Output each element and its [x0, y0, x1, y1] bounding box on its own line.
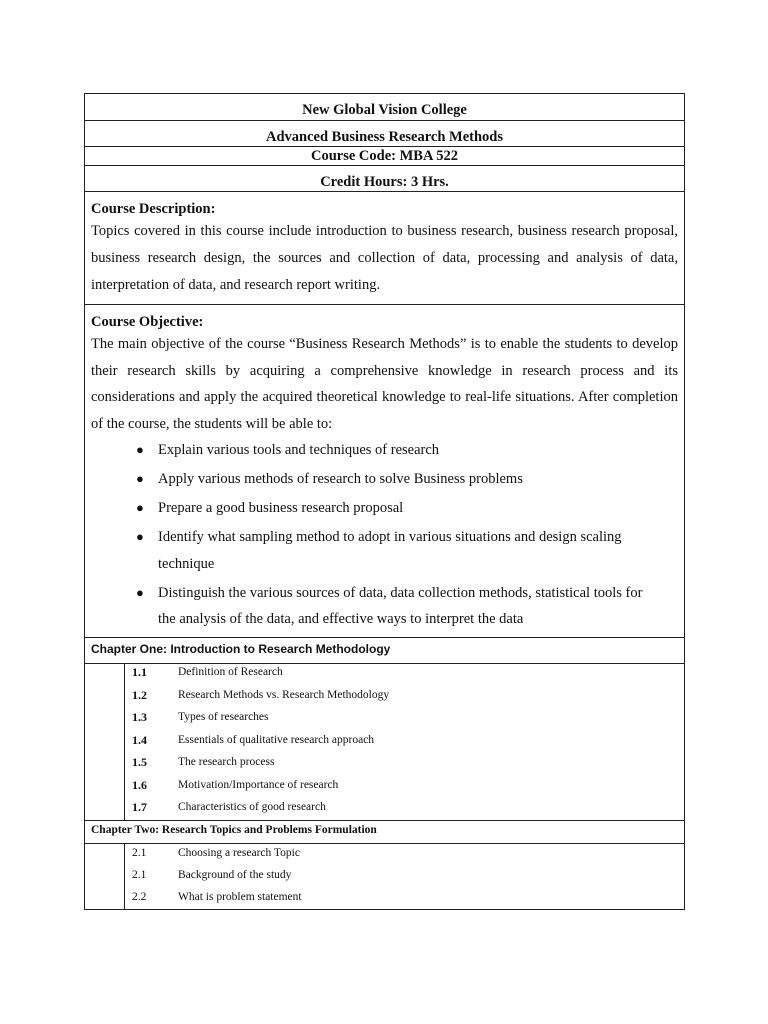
objective-list: [91, 437, 678, 633]
course-description-heading: Course Description:: [91, 201, 216, 217]
topic-row: [125, 710, 684, 733]
course-objective-heading: Course Objective:: [91, 314, 204, 330]
topic-row: [125, 733, 684, 756]
chapter-one-title: Chapter One: Introduction to Research Methodology: [91, 642, 391, 656]
course-objective-section: [85, 305, 684, 638]
bullet-icon: ●: [136, 500, 144, 515]
topic-list: [125, 844, 684, 909]
objective-item: [133, 466, 678, 493]
topic-number: 1.1: [132, 665, 147, 679]
topic-title: Research Methods vs. Research Methodology: [178, 688, 390, 701]
chapter-one-topics: [85, 664, 684, 821]
topic-number: 1.7: [132, 800, 147, 814]
topic-number: 2.1: [132, 847, 147, 859]
chapter-one-header: [85, 638, 684, 664]
course-title: Advanced Business Research Methods: [85, 121, 684, 147]
topic-number: 1.4: [132, 732, 147, 747]
bullet-icon: ●: [136, 442, 144, 457]
topic-title: Types of researches: [178, 711, 269, 723]
topics-gutter: [85, 844, 125, 909]
topic-row: [125, 665, 684, 688]
bullet-icon: ●: [136, 584, 144, 600]
chapter-two-topics: [85, 844, 684, 909]
topic-number: 1.6: [132, 777, 147, 792]
objective-item: [133, 524, 678, 577]
objective-item-text: Apply various methods of research to solve Business problems: [158, 471, 523, 487]
topic-row: [125, 755, 684, 778]
topic-number: 1.2: [132, 687, 147, 702]
topic-number: 1.3: [132, 710, 147, 724]
course-outline-table: [84, 93, 685, 910]
course-code: Course Code: MBA 522: [85, 147, 684, 166]
topic-row: [125, 778, 684, 801]
course-description-section: [85, 192, 684, 305]
objective-item-text: Distinguish the various sources of data, data collection methods, statistical tools for the analysis of the data, and effective ways to interpret the data: [158, 584, 643, 627]
chapter-two-header: [85, 821, 684, 844]
objective-item: [133, 437, 678, 464]
topics-gutter: [85, 664, 125, 820]
topic-title: Background of the study: [178, 869, 292, 881]
topic-title: Choosing a research Topic: [178, 847, 300, 859]
course-description-text: Topics covered in this course include introduction to business research, business research proposal, business research design, the sources and collection of data, processing and analysis of data, interpretation of data, and research report writing.: [91, 223, 678, 293]
topic-title: Definition of Research: [178, 666, 283, 678]
objective-item-text: Identify what sampling method to adopt in various situations and design scaling technique: [158, 529, 622, 572]
objective-item: [133, 580, 678, 633]
topic-title: The research process: [178, 756, 275, 768]
topic-row: [125, 890, 684, 912]
objective-item: [133, 495, 678, 522]
college-name: New Global Vision College: [85, 94, 684, 121]
topic-title: Motivation/Importance of research: [178, 778, 339, 791]
chapter-two-title: Chapter Two: Research Topics and Problems Formulation: [91, 824, 377, 836]
topic-row: [125, 800, 684, 823]
topic-row: [125, 846, 684, 868]
topic-number: 2.1: [132, 869, 147, 881]
topic-number: 2.2: [132, 891, 147, 903]
objective-item-text: Explain various tools and techniques of research: [158, 442, 440, 458]
bullet-icon: ●: [136, 471, 144, 486]
topic-number: 1.5: [132, 755, 147, 769]
topic-row: [125, 688, 684, 711]
topic-row: [125, 868, 684, 890]
objective-item-text: Prepare a good business research proposal: [158, 500, 404, 516]
topic-title: What is problem statement: [178, 891, 302, 903]
credit-hours: Credit Hours: 3 Hrs.: [85, 166, 684, 192]
bullet-icon: ●: [136, 529, 144, 544]
topic-title: Essentials of qualitative research approach: [178, 733, 375, 746]
course-objective-text: The main objective of the course “Business Research Methods” is to enable the students to develop their research skills by acquiring a comprehensive knowledge in research process and its considerations and apply the acquired theoretical knowledge to real-life situations. After completion of the course, the students will be able to:: [91, 336, 678, 432]
topic-title: Characteristics of good research: [178, 801, 326, 813]
topic-list: [125, 664, 684, 820]
